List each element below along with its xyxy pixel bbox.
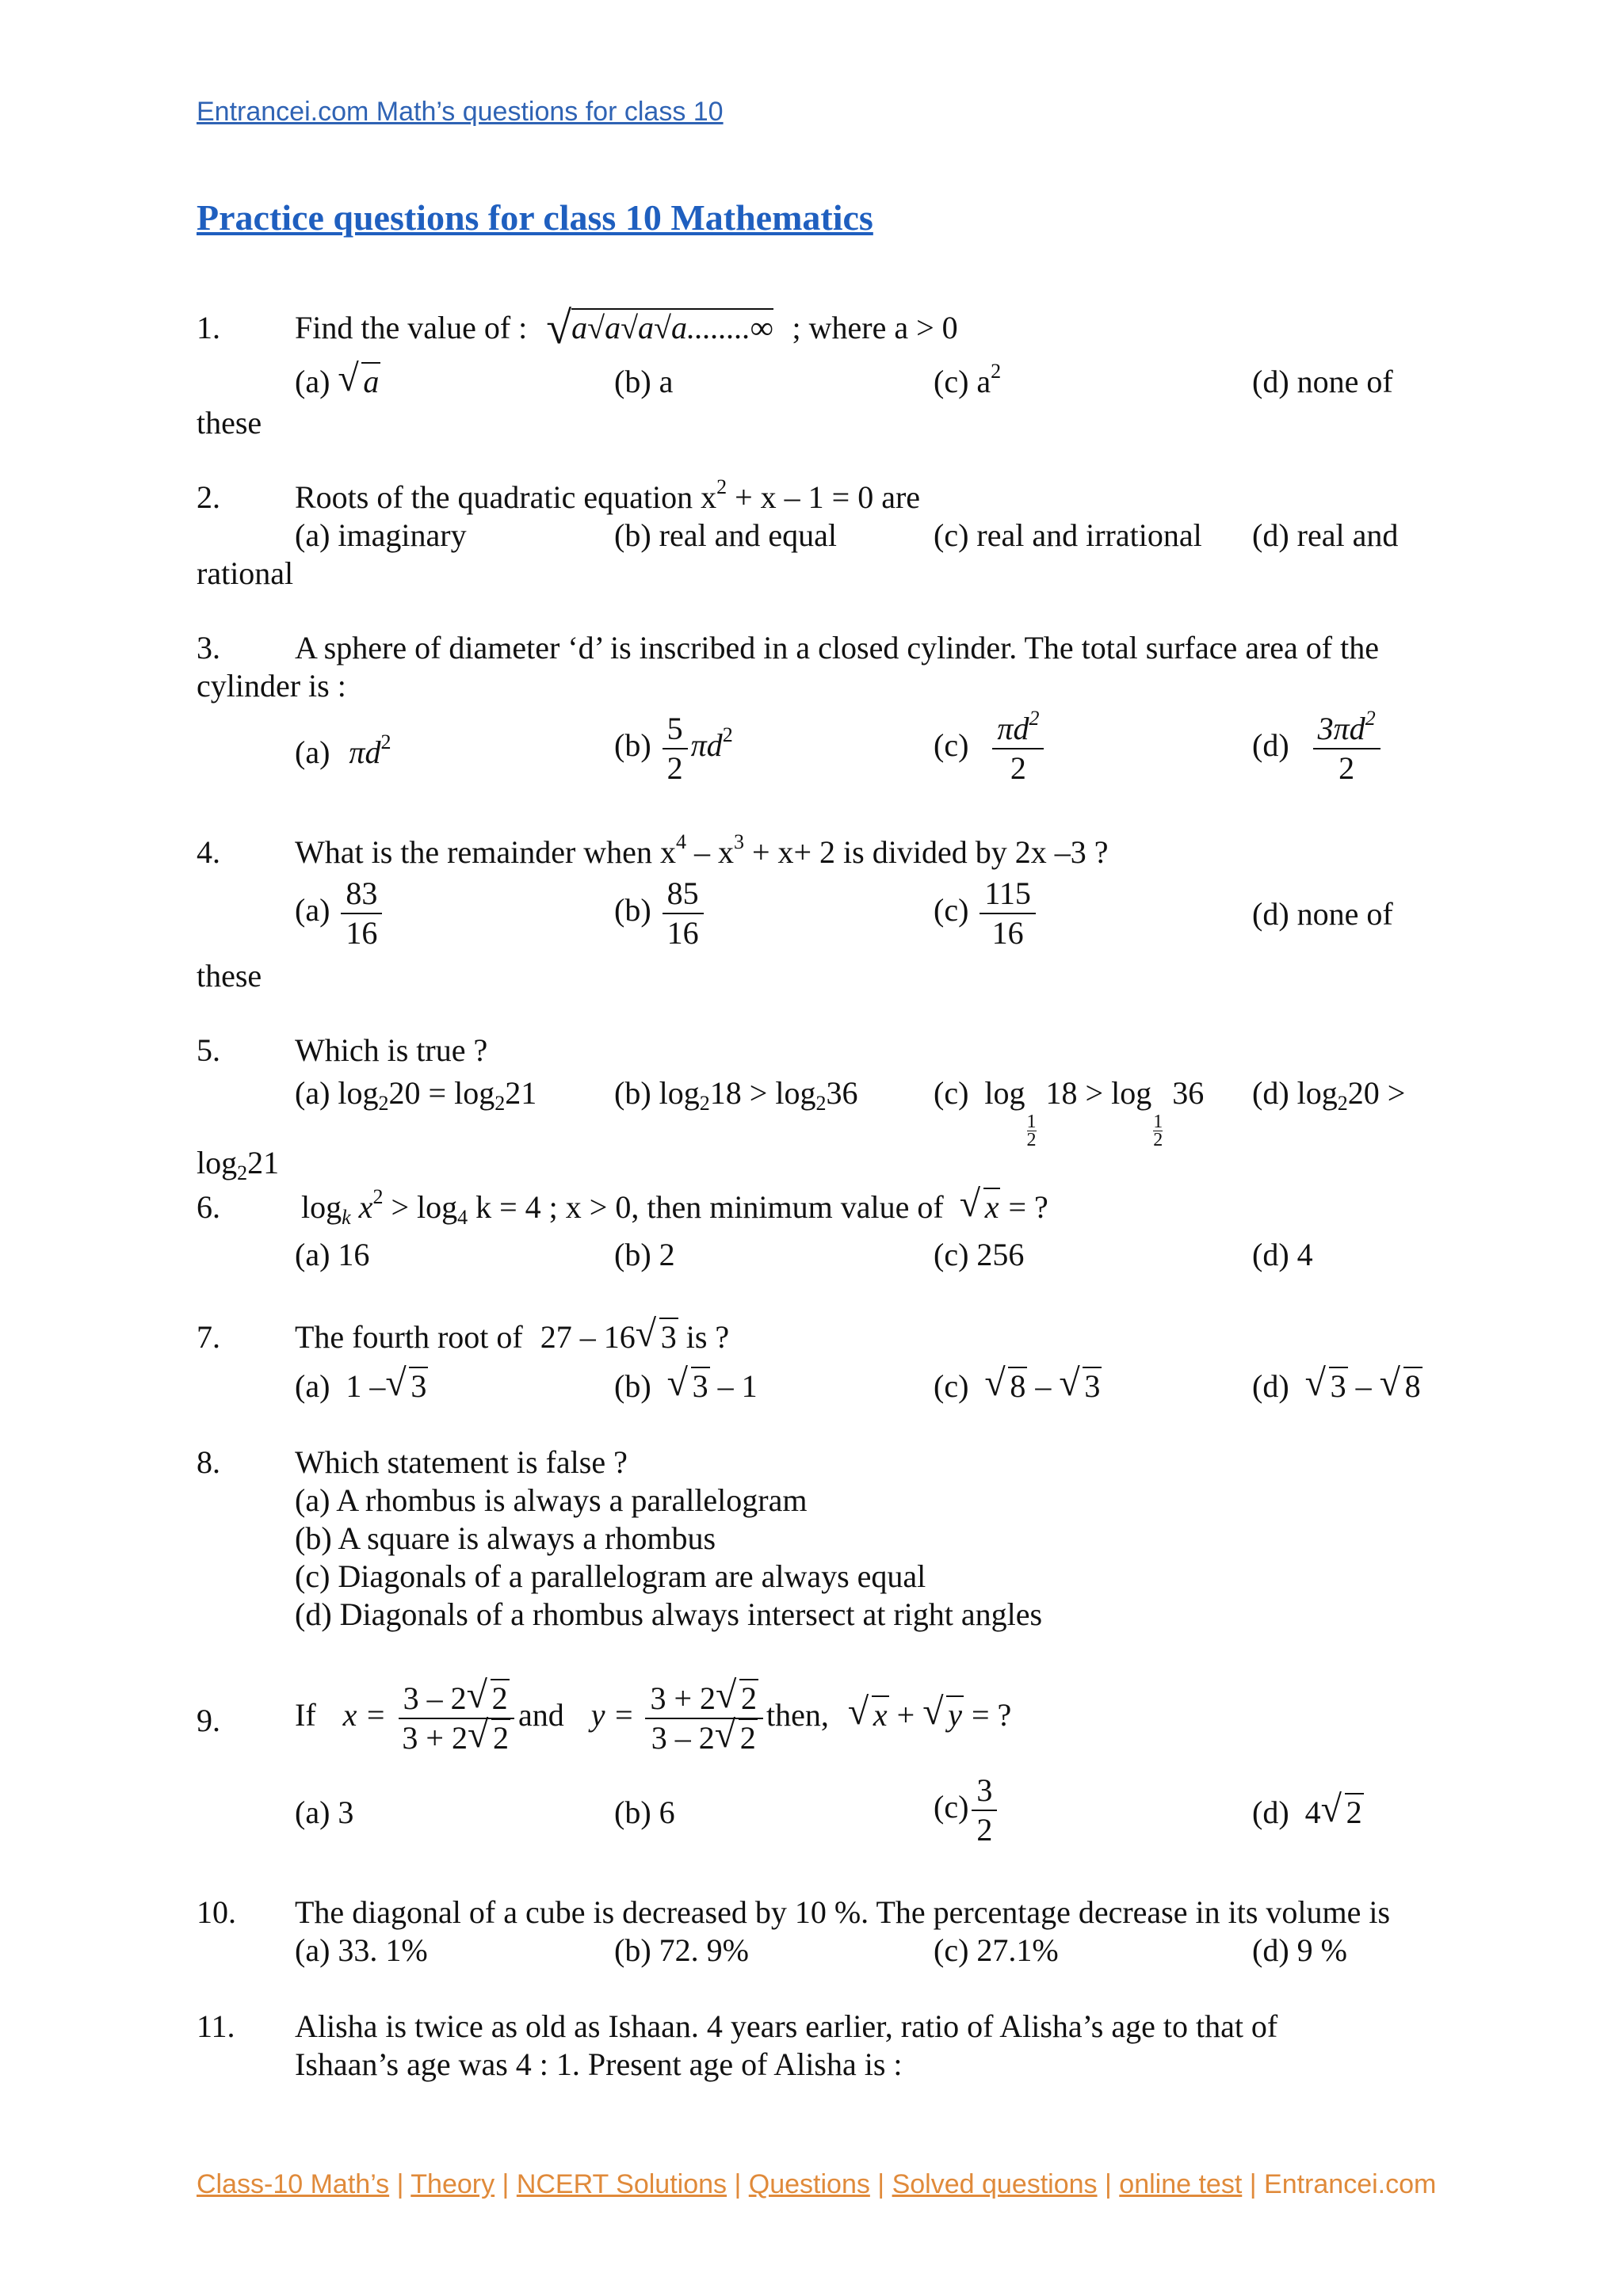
q2-option-c: (c) real and irrational <box>934 517 1202 553</box>
q8-text: Which statement is false ? <box>295 1444 628 1480</box>
q1-text: Find the value of : √a√a√a√a........∞ ; where a > 0 <box>295 302 958 353</box>
q3-text-line2: cylinder is : <box>197 668 346 704</box>
q6-option-d: (d) 4 <box>1252 1237 1313 1272</box>
q7-option-a: (a) 1 –√ 3 <box>295 1367 428 1405</box>
page-title[interactable]: Practice questions for class 10 Mathematics <box>197 197 873 238</box>
q4-option-d: (d) none of <box>1252 896 1393 932</box>
footer-link-class10[interactable]: Class-10 Math’s <box>197 2169 390 2199</box>
q8-number: 8. <box>197 1444 220 1480</box>
q5-option-c: (c) log $\frac{1}{2}$ 18 > log $\frac{1}{2}$ 36 <box>934 1075 1205 1150</box>
q1-option-c: (c) $a^2$ <box>934 360 1002 399</box>
q9-option-b: (b) 6 <box>614 1794 675 1830</box>
q3-option-d: (d) $\frac{3\pi d^2}{2}$ <box>1252 710 1384 788</box>
q7-option-b: (b) √ 3 – 1 <box>614 1367 758 1405</box>
q6-option-c: (c) 256 <box>934 1237 1025 1272</box>
q10-text: The diagonal of a cube is decreased by 10 %. The percentage decrease in its volume is <box>295 1894 1391 1930</box>
footer-site: Entrancei.com <box>1264 2169 1437 2199</box>
footer-nav: Class-10 Math’s | Theory | NCERT Solutions | Questions | Solved questions | online test | Entrancei.com <box>197 2169 1437 2199</box>
q9-option-c: (c) $\frac{3}{2}$ <box>934 1772 1000 1849</box>
q3-option-b: (b) $\frac{5}{2}$ $\pi d^2$ <box>614 711 733 786</box>
q8-option-b: (b) A square is always a rhombus <box>295 1520 716 1556</box>
q5-option-b: (b) $\log_218 > \log_236$ <box>614 1075 858 1115</box>
q4-option-c: (c) $\frac{115}{16}$ <box>934 875 1039 952</box>
footer-link-theory[interactable]: Theory <box>411 2169 495 2199</box>
q4-option-a: (a) $\frac{83}{16}$ <box>295 875 385 952</box>
q3-option-a: (a) $\pi d^2$ <box>295 730 391 770</box>
q5-number: 5. <box>197 1032 220 1068</box>
footer-link-ncert[interactable]: NCERT Solutions <box>516 2169 727 2199</box>
footer-link-solved[interactable]: Solved questions <box>892 2169 1098 2199</box>
q10-option-b: (b) 72. 9% <box>614 1932 749 1968</box>
q7-option-c: (c) √ 8 – √ 3 <box>934 1367 1102 1405</box>
q1-number: 1. <box>197 310 220 345</box>
q6-option-b: (b) 2 <box>614 1237 675 1272</box>
header-link[interactable]: Entrancei.com Math’s questions for class 10 <box>197 97 724 127</box>
q2-option-b: (b) real and equal <box>614 517 837 553</box>
footer-link-questions[interactable]: Questions <box>748 2169 870 2199</box>
q6-text: $\log_k x^2 > \log_4 k = 4$ ; x > 0, then minimum value of √ x = ? <box>301 1188 1048 1226</box>
q9-option-d: (d) 4√ 2 <box>1252 1794 1364 1832</box>
q10-number: 10. <box>197 1894 236 1930</box>
q3-text-line1: A sphere of diameter ‘d’ is inscribed in a closed cylinder. The total surface area of the <box>295 630 1379 666</box>
q9-text: If x = $\frac{3 - 2√ 2}{3 + 2√ 2}$ and y = $\frac{3 + 2√ 2}{3 - 2√ 2}$ then, √ x + √ y = ? <box>295 1680 1011 1757</box>
q7-text: The fourth root of 27 – 16√ 3 is ? <box>295 1318 729 1356</box>
q10-option-d: (d) 9 % <box>1252 1932 1347 1968</box>
q4-option-d-wrap: these <box>197 958 262 994</box>
q1-option-b: (b) a <box>614 364 674 399</box>
q11-text-line1: Alisha is twice as old as Ishaan. 4 years earlier, ratio of Alisha’s age to that of <box>295 2008 1278 2044</box>
q3-number: 3. <box>197 630 220 666</box>
q4-option-b: (b) $\frac{85}{16}$ <box>614 875 707 952</box>
q3-option-c: (c) $\frac{\pi d^2}{2}$ <box>934 710 1047 788</box>
q8-option-d: (d) Diagonals of a rhombus always intersect at right angles <box>295 1596 1043 1632</box>
q10-option-c: (c) 27.1% <box>934 1932 1059 1968</box>
q2-option-a: (a) imaginary <box>295 517 467 553</box>
q5-option-d: (d) $\log_220$ > <box>1252 1075 1406 1115</box>
q11-text-line2: Ishaan’s age was 4 : 1. Present age of Alisha is : <box>295 2046 903 2082</box>
q9-option-a: (a) 3 <box>295 1794 354 1830</box>
q4-number: 4. <box>197 834 220 870</box>
footer-link-online-test[interactable]: online test <box>1119 2169 1243 2199</box>
q5-option-d-wrap: $\log_221$ <box>197 1145 280 1184</box>
q7-option-d: (d) √ 3 – √ 8 <box>1252 1367 1423 1405</box>
q2-number: 2. <box>197 479 220 515</box>
q6-number: 6. <box>197 1189 220 1225</box>
q2-text: Roots of the quadratic equation $x^2 + x - 1 = 0$ are <box>295 475 921 515</box>
q2-option-d: (d) real and <box>1252 517 1399 553</box>
q11-number: 11. <box>197 2008 235 2044</box>
q8-option-c: (c) Diagonals of a parallelogram are always equal <box>295 1558 926 1594</box>
q7-number: 7. <box>197 1319 220 1355</box>
q10-option-a: (a) 33. 1% <box>295 1932 428 1968</box>
q5-option-a: (a) $\log_220 = \log_221$ <box>295 1075 537 1115</box>
q5-text: Which is true ? <box>295 1032 488 1068</box>
q9-number: 9. <box>197 1703 220 1738</box>
q1-option-d-wrap: these <box>197 405 262 441</box>
q1-option-a: (a) √ a <box>295 363 380 401</box>
q1-option-d: (d) none of <box>1252 364 1393 399</box>
q8-option-a: (a) A rhombus is always a parallelogram <box>295 1482 808 1518</box>
q1-nested-root: a√a√a√a........∞ <box>571 310 773 345</box>
q6-option-a: (a) 16 <box>295 1237 370 1272</box>
q2-option-d-wrap: rational <box>197 555 294 591</box>
q4-text: What is the remainder when $x^4 - x^3 + x+ 2$ is divided by 2x –3 ? <box>295 830 1109 870</box>
